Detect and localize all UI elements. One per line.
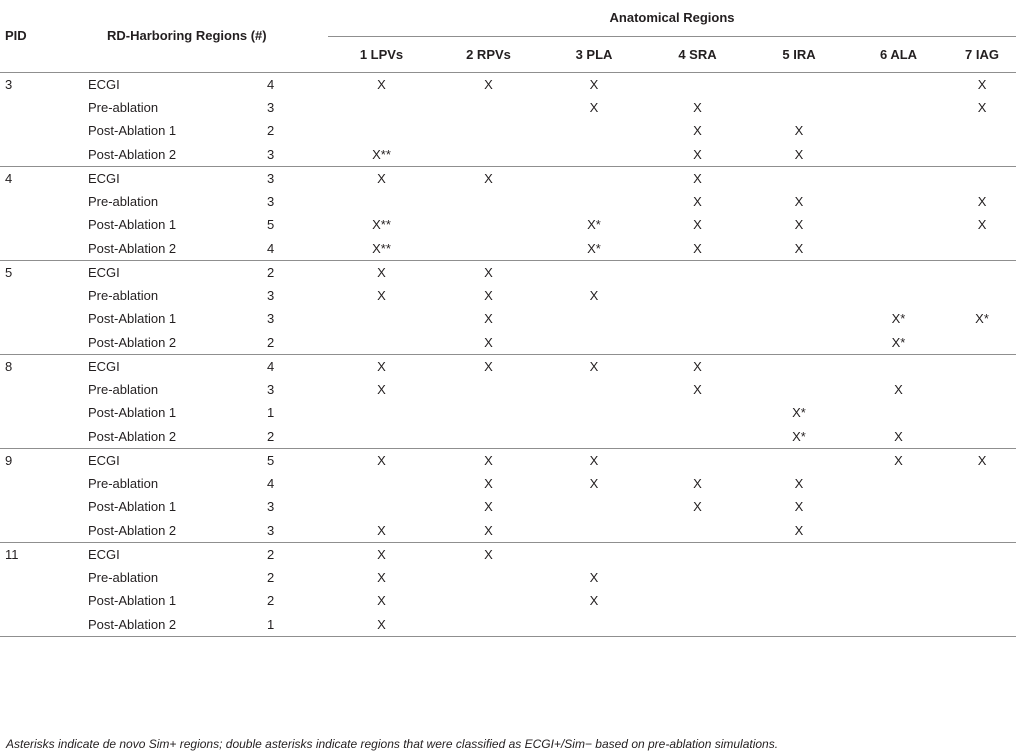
pid-cell: 8 bbox=[5, 358, 13, 374]
region-count-cell: 4 bbox=[267, 76, 275, 92]
table-row bbox=[0, 284, 1016, 308]
condition-cell: ECGI bbox=[88, 546, 120, 562]
region-mark-cell bbox=[948, 166, 1016, 190]
region-mark-cell: X bbox=[693, 99, 702, 115]
pid-cell bbox=[0, 213, 87, 237]
region-mark-cell bbox=[749, 260, 849, 284]
region-mark-cell bbox=[328, 472, 435, 496]
region-mark-cell bbox=[948, 613, 1016, 637]
region-mark-cell: X bbox=[977, 452, 987, 468]
header-region: 2 RPVs bbox=[435, 36, 542, 72]
region-mark-cell: X bbox=[693, 358, 702, 374]
region-mark-cell bbox=[849, 589, 948, 613]
condition-cell: ECGI bbox=[88, 264, 120, 280]
region-mark-cell bbox=[542, 190, 646, 214]
region-mark-cell bbox=[328, 401, 435, 425]
region-mark-cell: X bbox=[484, 76, 493, 92]
condition-cell: ECGI bbox=[88, 76, 120, 92]
region-mark-cell: X bbox=[794, 475, 804, 491]
region-mark-cell: X bbox=[693, 499, 702, 515]
region-count-cell: 3 bbox=[267, 519, 328, 543]
region-mark-cell bbox=[435, 213, 542, 237]
region-mark-cell bbox=[646, 260, 749, 284]
table-row bbox=[0, 472, 1016, 496]
region-mark-cell bbox=[435, 613, 542, 637]
region-mark-cell: X bbox=[589, 76, 599, 92]
region-mark-cell bbox=[948, 378, 1016, 402]
region-mark-cell: X bbox=[977, 193, 987, 209]
table-footnote: Asterisks indicate de novo Sim+ regions; double asterisks indicate regions that were classified as ECGI+/Sim− based on pre-ablation simulations. bbox=[6, 737, 779, 751]
table-row bbox=[0, 213, 1016, 237]
region-mark-cell bbox=[328, 331, 435, 355]
region-mark-cell bbox=[948, 284, 1016, 308]
region-mark-cell: X bbox=[589, 452, 599, 468]
condition-cell: Pre-ablation bbox=[88, 381, 159, 397]
header-region: 4 SRA bbox=[646, 36, 749, 72]
region-count-cell: 4 bbox=[267, 475, 275, 491]
region-mark-cell bbox=[948, 566, 1016, 590]
region-mark-cell: X* bbox=[849, 331, 948, 355]
table-row bbox=[0, 260, 1016, 284]
region-mark-cell: X bbox=[693, 193, 702, 209]
condition-cell: Pre-ablation bbox=[88, 193, 159, 209]
region-mark-cell bbox=[749, 542, 849, 566]
region-mark-cell bbox=[646, 519, 749, 543]
pid-cell bbox=[0, 589, 87, 613]
region-mark-cell: X bbox=[646, 143, 749, 167]
region-mark-cell: X bbox=[794, 217, 804, 233]
condition-cell: Post-Ablation 2 bbox=[87, 331, 267, 355]
pid-cell bbox=[0, 613, 87, 637]
region-mark-cell bbox=[948, 401, 1016, 425]
table-row bbox=[0, 331, 1016, 355]
region-mark-cell: X bbox=[589, 593, 599, 609]
condition-cell: Post-Ablation 1 bbox=[88, 405, 177, 421]
table-row bbox=[0, 448, 1016, 472]
region-mark-cell bbox=[849, 260, 948, 284]
region-mark-cell bbox=[646, 72, 749, 96]
region-mark-cell: X bbox=[646, 237, 749, 261]
region-mark-cell: X bbox=[377, 76, 386, 92]
region-mark-cell: X bbox=[484, 546, 493, 562]
region-mark-cell bbox=[435, 96, 542, 120]
region-mark-cell bbox=[849, 237, 948, 261]
region-mark-cell: X bbox=[894, 381, 903, 397]
condition-cell: Pre-ablation bbox=[88, 475, 159, 491]
region-mark-cell bbox=[749, 448, 849, 472]
pid-cell bbox=[0, 331, 87, 355]
region-mark-cell: X bbox=[794, 123, 804, 139]
condition-cell: Pre-ablation bbox=[88, 569, 159, 585]
header-region: 1 LPVs bbox=[328, 36, 435, 72]
condition-cell: Pre-ablation bbox=[88, 99, 159, 115]
region-count-cell: 2 bbox=[267, 264, 275, 280]
table-row bbox=[0, 401, 1016, 425]
region-mark-cell bbox=[849, 354, 948, 378]
region-count-cell: 4 bbox=[267, 237, 328, 261]
region-count-cell: 2 bbox=[267, 546, 275, 562]
region-mark-cell bbox=[328, 190, 435, 214]
condition-cell: Post-Ablation 1 bbox=[88, 217, 177, 233]
table-row bbox=[0, 495, 1016, 519]
region-mark-cell bbox=[542, 166, 646, 190]
table-row bbox=[0, 566, 1016, 590]
region-mark-cell: X bbox=[484, 499, 493, 515]
region-mark-cell bbox=[542, 143, 646, 167]
region-count-cell: 3 bbox=[267, 170, 275, 186]
region-mark-cell: X bbox=[794, 193, 804, 209]
region-mark-cell bbox=[849, 190, 948, 214]
region-mark-cell bbox=[542, 401, 646, 425]
patient-group bbox=[0, 166, 1016, 260]
header-pid: PID bbox=[0, 0, 87, 72]
region-mark-cell: X bbox=[894, 452, 903, 468]
region-mark-cell: X bbox=[484, 311, 493, 327]
pid-cell: 4 bbox=[5, 170, 13, 186]
region-mark-cell bbox=[646, 613, 749, 637]
header-region: 6 ALA bbox=[849, 36, 948, 72]
region-mark-cell bbox=[435, 589, 542, 613]
table-row bbox=[0, 119, 1016, 143]
pid-cell bbox=[0, 190, 87, 214]
region-mark-cell bbox=[542, 260, 646, 284]
table-row bbox=[0, 542, 1016, 566]
region-mark-cell bbox=[328, 425, 435, 449]
region-mark-cell bbox=[646, 284, 749, 308]
region-count-cell: 1 bbox=[267, 405, 275, 421]
region-mark-cell bbox=[948, 354, 1016, 378]
region-mark-cell: X* bbox=[587, 217, 601, 233]
header-region: 3 PLA bbox=[542, 36, 646, 72]
region-mark-cell bbox=[435, 237, 542, 261]
condition-cell: Pre-ablation bbox=[88, 287, 159, 303]
region-mark-cell bbox=[542, 307, 646, 331]
pid-cell bbox=[0, 425, 87, 449]
region-mark-cell bbox=[849, 566, 948, 590]
pid-cell bbox=[0, 401, 87, 425]
region-mark-cell: X* bbox=[975, 311, 989, 327]
region-mark-cell bbox=[542, 613, 646, 637]
region-count-cell: 2 bbox=[267, 425, 328, 449]
region-count-cell: 1 bbox=[267, 613, 328, 637]
condition-cell: Post-Ablation 2 bbox=[87, 613, 267, 637]
region-mark-cell bbox=[948, 472, 1016, 496]
region-count-cell: 4 bbox=[267, 358, 275, 374]
region-mark-cell: X bbox=[484, 358, 493, 374]
region-mark-cell bbox=[328, 495, 435, 519]
region-mark-cell bbox=[646, 425, 749, 449]
region-count-cell: 3 bbox=[267, 311, 275, 327]
region-mark-cell bbox=[948, 237, 1016, 261]
region-mark-cell: X* bbox=[792, 405, 806, 421]
region-mark-cell: X bbox=[377, 287, 386, 303]
region-mark-cell bbox=[646, 566, 749, 590]
region-mark-cell bbox=[948, 143, 1016, 167]
region-mark-cell bbox=[749, 589, 849, 613]
table-row bbox=[0, 237, 1016, 261]
region-mark-cell: X bbox=[977, 99, 987, 115]
region-mark-cell bbox=[849, 472, 948, 496]
condition-cell: Post-Ablation 1 bbox=[88, 593, 177, 609]
region-mark-cell: X bbox=[693, 381, 702, 397]
region-count-cell: 3 bbox=[267, 99, 275, 115]
region-mark-cell bbox=[948, 119, 1016, 143]
region-count-cell: 3 bbox=[267, 287, 275, 303]
region-mark-cell bbox=[948, 589, 1016, 613]
region-mark-cell bbox=[646, 331, 749, 355]
pid-cell: 11 bbox=[5, 546, 19, 562]
region-mark-cell bbox=[542, 378, 646, 402]
table-row bbox=[0, 354, 1016, 378]
region-mark-cell bbox=[435, 401, 542, 425]
region-mark-cell: X bbox=[484, 170, 493, 186]
region-mark-cell: X bbox=[435, 331, 542, 355]
region-mark-cell bbox=[948, 260, 1016, 284]
pid-cell bbox=[0, 307, 87, 331]
pid-cell: 3 bbox=[5, 76, 13, 92]
region-mark-cell bbox=[542, 495, 646, 519]
region-mark-cell: X** bbox=[328, 143, 435, 167]
region-mark-cell bbox=[849, 613, 948, 637]
region-mark-cell: X bbox=[484, 264, 493, 280]
patient-group bbox=[0, 448, 1016, 542]
region-mark-cell bbox=[646, 542, 749, 566]
region-mark-cell: X bbox=[377, 170, 386, 186]
patient-group bbox=[0, 260, 1016, 354]
region-mark-cell: X bbox=[377, 264, 386, 280]
region-mark-cell: X bbox=[693, 170, 702, 186]
region-mark-cell: X* bbox=[891, 311, 906, 327]
condition-cell: Post-Ablation 1 bbox=[88, 499, 177, 515]
region-mark-cell: X bbox=[328, 613, 435, 637]
table-row bbox=[0, 589, 1016, 613]
region-count-cell: 2 bbox=[267, 593, 275, 609]
region-mark-cell: X bbox=[377, 358, 386, 374]
region-mark-cell: X bbox=[377, 546, 386, 562]
table-row bbox=[0, 143, 1016, 167]
region-count-cell: 5 bbox=[267, 217, 275, 233]
region-mark-cell bbox=[849, 519, 948, 543]
pid-cell bbox=[0, 96, 87, 120]
pid-cell bbox=[0, 237, 87, 261]
pid-cell bbox=[0, 472, 87, 496]
region-mark-cell bbox=[849, 542, 948, 566]
region-mark-cell: X bbox=[589, 475, 599, 491]
pid-cell: 5 bbox=[5, 264, 13, 280]
condition-cell: Post-Ablation 1 bbox=[88, 123, 177, 139]
region-mark-cell: X bbox=[589, 358, 599, 374]
region-mark-cell bbox=[948, 425, 1016, 449]
region-count-cell: 3 bbox=[267, 143, 328, 167]
region-mark-cell: X bbox=[977, 76, 987, 92]
region-mark-cell: X bbox=[435, 519, 542, 543]
table-row bbox=[0, 519, 1016, 543]
region-mark-cell bbox=[435, 143, 542, 167]
pid-cell bbox=[0, 566, 87, 590]
region-count-cell: 5 bbox=[267, 452, 275, 468]
region-mark-cell: X bbox=[484, 287, 493, 303]
pid-cell bbox=[0, 519, 87, 543]
region-count-cell: 3 bbox=[267, 381, 275, 397]
region-mark-cell bbox=[849, 213, 948, 237]
region-mark-cell: X bbox=[484, 452, 493, 468]
region-mark-cell: X bbox=[693, 475, 702, 491]
condition-cell: ECGI bbox=[88, 358, 120, 374]
region-mark-cell bbox=[849, 143, 948, 167]
region-mark-cell: X bbox=[377, 452, 386, 468]
pid-cell bbox=[0, 284, 87, 308]
region-mark-cell: X bbox=[977, 217, 987, 233]
table-header bbox=[0, 0, 1016, 72]
region-mark-cell bbox=[749, 613, 849, 637]
region-mark-cell bbox=[749, 284, 849, 308]
region-mark-cell bbox=[646, 448, 749, 472]
region-mark-cell bbox=[749, 331, 849, 355]
region-mark-cell bbox=[948, 519, 1016, 543]
table-row bbox=[0, 613, 1016, 637]
region-mark-cell bbox=[435, 425, 542, 449]
patient-group bbox=[0, 354, 1016, 448]
region-mark-cell bbox=[646, 589, 749, 613]
header-region: 5 IRA bbox=[749, 36, 849, 72]
region-count-cell: 2 bbox=[267, 331, 328, 355]
region-mark-cell: X* bbox=[749, 425, 849, 449]
region-mark-cell bbox=[849, 284, 948, 308]
region-mark-cell bbox=[542, 331, 646, 355]
region-mark-cell bbox=[328, 119, 435, 143]
region-mark-cell bbox=[435, 378, 542, 402]
table-row bbox=[0, 190, 1016, 214]
table-row bbox=[0, 425, 1016, 449]
region-mark-cell bbox=[948, 495, 1016, 519]
region-mark-cell bbox=[328, 307, 435, 331]
region-mark-cell: X bbox=[484, 475, 493, 491]
table-row bbox=[0, 307, 1016, 331]
pid-cell bbox=[0, 143, 87, 167]
region-mark-cell bbox=[849, 96, 948, 120]
region-count-cell: 3 bbox=[267, 193, 275, 209]
table-row bbox=[0, 72, 1016, 96]
region-mark-cell bbox=[435, 190, 542, 214]
header-anatomical-regions: Anatomical Regions bbox=[609, 10, 735, 26]
region-mark-cell bbox=[435, 119, 542, 143]
table-row bbox=[0, 166, 1016, 190]
region-mark-cell bbox=[749, 307, 849, 331]
region-count-cell: 2 bbox=[267, 123, 275, 139]
condition-cell: Post-Ablation 2 bbox=[87, 143, 267, 167]
condition-cell: Post-Ablation 2 bbox=[87, 425, 267, 449]
region-mark-cell bbox=[849, 119, 948, 143]
region-mark-cell: X bbox=[749, 519, 849, 543]
region-mark-cell: X bbox=[794, 499, 804, 515]
pid-cell bbox=[0, 378, 87, 402]
region-mark-cell bbox=[749, 96, 849, 120]
region-mark-cell bbox=[849, 495, 948, 519]
condition-cell: Post-Ablation 1 bbox=[88, 311, 177, 327]
pid-cell bbox=[0, 119, 87, 143]
region-mark-cell bbox=[849, 72, 948, 96]
region-mark-cell bbox=[328, 96, 435, 120]
region-mark-cell bbox=[646, 307, 749, 331]
table-row bbox=[0, 378, 1016, 402]
condition-cell: ECGI bbox=[88, 452, 120, 468]
patient-group bbox=[0, 72, 1016, 166]
region-mark-cell: X bbox=[328, 519, 435, 543]
region-mark-cell bbox=[646, 401, 749, 425]
region-mark-cell bbox=[542, 119, 646, 143]
region-count-cell: 3 bbox=[267, 499, 275, 515]
region-mark-cell bbox=[849, 401, 948, 425]
region-mark-cell: X bbox=[589, 569, 599, 585]
region-mark-cell bbox=[849, 166, 948, 190]
table-row bbox=[0, 96, 1016, 120]
region-mark-cell: X bbox=[749, 143, 849, 167]
pid-cell: 9 bbox=[5, 452, 13, 468]
region-mark-cell bbox=[749, 72, 849, 96]
region-mark-cell: X** bbox=[328, 237, 435, 261]
region-mark-cell bbox=[542, 519, 646, 543]
region-mark-cell bbox=[948, 542, 1016, 566]
region-mark-cell: X bbox=[377, 569, 386, 585]
patient-group bbox=[0, 542, 1016, 636]
region-mark-cell: X bbox=[749, 237, 849, 261]
region-mark-cell bbox=[749, 166, 849, 190]
condition-cell: Post-Ablation 2 bbox=[87, 237, 267, 261]
region-mark-cell bbox=[749, 566, 849, 590]
region-mark-cell: X bbox=[849, 425, 948, 449]
region-mark-cell: X bbox=[377, 593, 386, 609]
region-mark-cell: X bbox=[589, 287, 599, 303]
region-mark-cell bbox=[435, 566, 542, 590]
region-mark-cell bbox=[948, 331, 1016, 355]
region-mark-cell: X bbox=[693, 123, 702, 139]
header-region: 7 IAG bbox=[948, 36, 1016, 72]
region-mark-cell: X* bbox=[542, 237, 646, 261]
region-mark-cell bbox=[749, 354, 849, 378]
region-mark-cell bbox=[542, 542, 646, 566]
condition-cell: ECGI bbox=[88, 170, 120, 186]
region-mark-cell bbox=[749, 378, 849, 402]
region-count-cell: 2 bbox=[267, 569, 275, 585]
region-mark-cell: X bbox=[589, 99, 599, 115]
header-rd-regions: RD-Harboring Regions (#) bbox=[87, 0, 328, 72]
region-mark-cell: X** bbox=[372, 217, 391, 233]
region-mark-cell: X bbox=[693, 217, 702, 233]
condition-cell: Post-Ablation 2 bbox=[87, 519, 267, 543]
region-mark-cell bbox=[542, 425, 646, 449]
region-mark-cell: X bbox=[377, 381, 386, 397]
pid-cell bbox=[0, 495, 87, 519]
